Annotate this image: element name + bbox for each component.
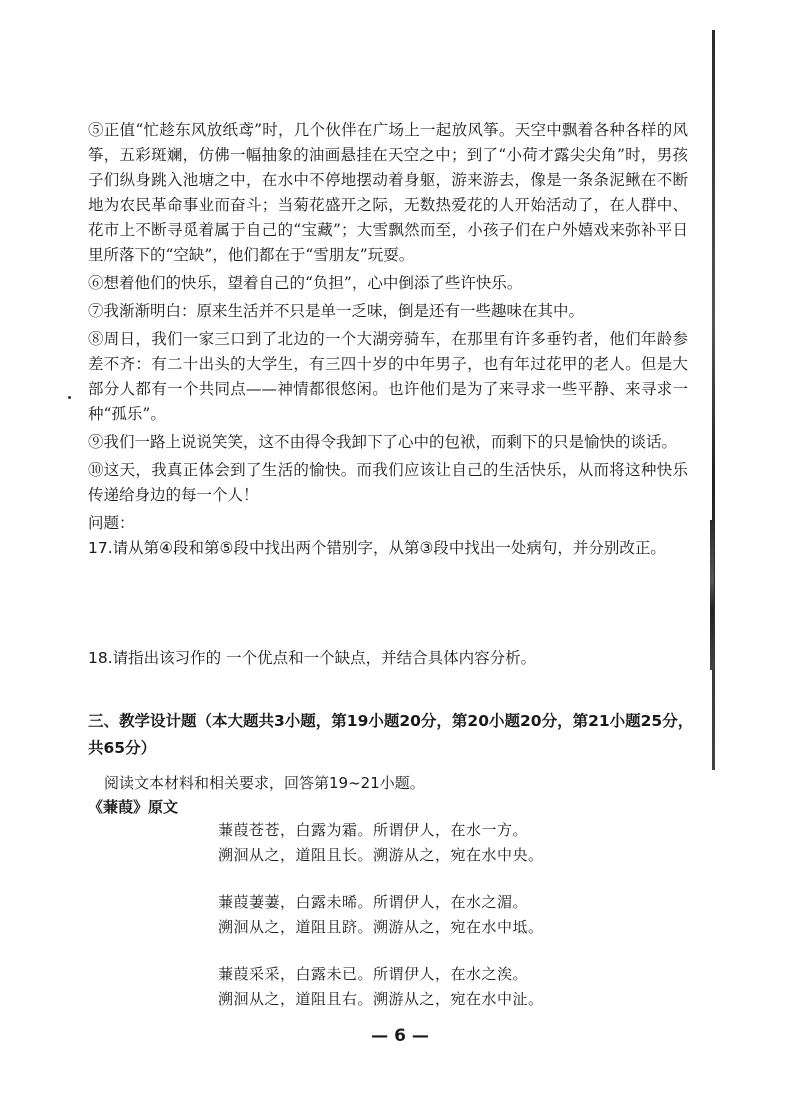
essay-paragraph-8: ⑧周日，我们一家三口到了北边的一个大湖旁骑车，在那里有许多垂钓者，他们年龄参差不齐：有二十出头的大学生，有三四十岁的中年男子，也有年过花甲的老人。但是大部分人都有一个共同点——神情都很悠闲。也许他们是为了来寻求一些平静、来寻求一种“孤乐”。	[88, 330, 688, 423]
questions-label: 问题：	[88, 514, 135, 532]
poem-line: 蒹葭采采，白露未已。所谓伊人，在水之涘。	[218, 965, 529, 983]
scan-speck	[68, 396, 71, 399]
section-3-title: 三、教学设计题（本大题共3小题，第19小题20分，第20小题20分，第21小题25分，共65分）	[88, 712, 694, 757]
essay-paragraph-5: ⑤正值“忙趁东风放纸鸢”时，几个伙伴在广场上一起放风筝。天空中飘着各种各样的风筝，五彩斑斓，仿佛一幅抽象的油画悬挂在天空之中；到了“小荷才露尖尖角”时，男孩子们纵身跳入池塘之中，在水中不停地摆动着身躯，游来游去，像是一条条泥鳅在不断地为农民革命事业而奋斗；当菊花盛开之际，无数热爱花的人开始活动了，在人群中、花市上不断寻觅着属于自己的“宝藏”；大雪飘然而至，小孩子们在户外嬉戏来弥补平日里所落下的“空缺”，他们都在于“雪朋友”玩耍。	[88, 121, 688, 264]
question-18: 18.请指出该习作的 一个优点和一个缺点，并结合具体内容分析。	[88, 649, 537, 667]
essay-paragraph-7: ⑦我渐渐明白：原来生活并不只是单一乏味，倒是还有一些趣味在其中。	[88, 302, 585, 320]
poem-line: 溯洄从之，道阻且右。溯游从之，宛在水中沚。	[218, 990, 544, 1008]
essay-paragraph-9: ⑨我们一路上说说笑笑，这不由得令我卸下了心中的包袱，而剩下的只是愉快的谈话。	[88, 433, 678, 451]
scan-edge-line-lower	[710, 520, 714, 670]
poem-line: 蒹葭苍苍，白露为霜。所谓伊人，在水一方。	[218, 821, 529, 839]
essay-body	[88, 118, 688, 670]
essay-paragraph-10: ⑩这天，我真正体会到了生活的愉快。而我们应该让自己的生活快乐，从而将这种快乐传递给身边的每一个人！	[88, 461, 688, 504]
poem-stanza-3	[218, 962, 544, 1012]
poem-title: 《蒹葭》原文	[88, 798, 179, 816]
essay-paragraph-6: ⑥想着他们的快乐，望着自己的“负担”，心中倒添了些许快乐。	[88, 274, 523, 292]
poem-stanza-2	[218, 890, 544, 940]
poem-stanza-1	[218, 818, 544, 868]
poem-line: 溯洄从之，道阻且长。溯游从之，宛在水中央。	[218, 846, 544, 864]
poem-line: 溯洄从之，道阻且跻。溯游从之，宛在水中坻。	[218, 918, 544, 936]
poem-text	[218, 818, 544, 1034]
question-17: 17.请从第④段和第⑤段中找出两个错别字，从第③段中找出一处病句，并分别改正。	[88, 539, 666, 557]
page-number: — 6 —	[371, 1026, 429, 1046]
poem-line: 蒹葭萋萋，白露未晞。所谓伊人，在水之湄。	[218, 893, 529, 911]
section-3-intro: 阅读文本材料和相关要求，回答第19~21小题。	[104, 774, 425, 792]
